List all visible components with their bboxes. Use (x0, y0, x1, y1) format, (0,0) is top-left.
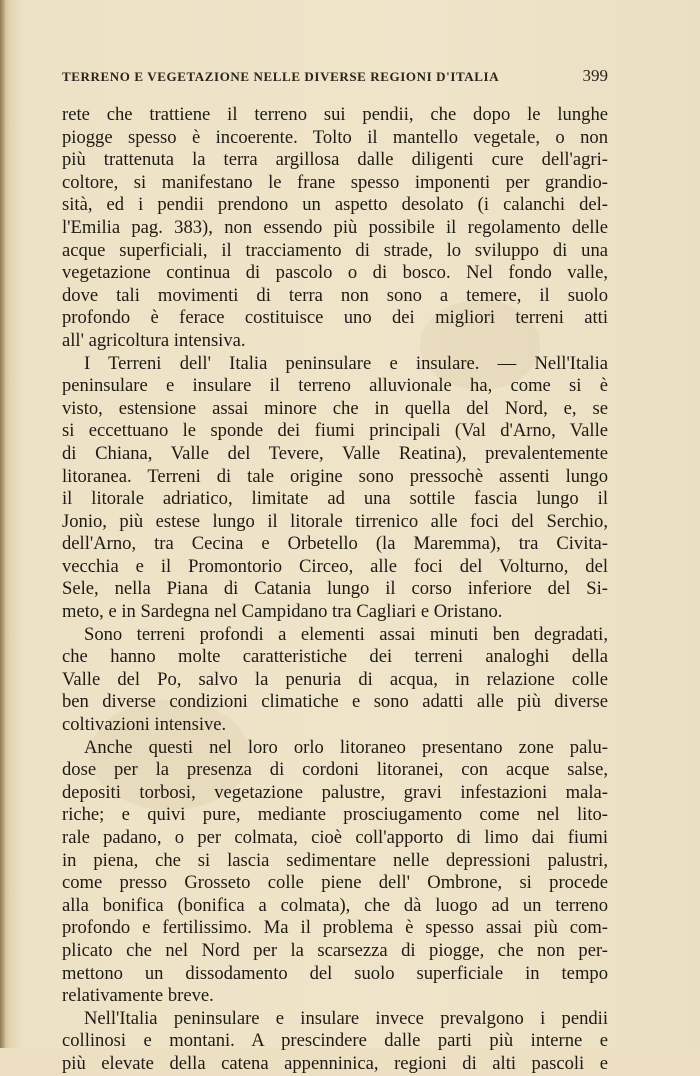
text-line: Anche questi nel loro orlo litoraneo presentano zone palu- (84, 736, 608, 758)
text-line: visto, estensione assai minore che in quella del Nord, e, se (62, 397, 608, 419)
text-line: Sele, nella Piana di Catania lungo il corso inferiore del Si- (62, 578, 608, 600)
section-heading-line: I Terreni dell' Italia peninsulare e insulare. — Nell'Italia (84, 352, 608, 374)
text-line: dove tali movimenti di terra non sono a temere, il suolo (62, 284, 608, 306)
text-line: riche; e quivi pure, mediante prosciugamento come nel lito- (62, 804, 608, 826)
text-line: in piena, che si lascia sedimentare nelle depressioni palustri, (62, 849, 608, 871)
page-header (62, 66, 608, 90)
text-line: rale padano, o per colmata, cioè coll'apporto di limo dai fiumi (62, 827, 608, 848)
text-line: piogge spesso è incoerente. Tolto il mantello vegetale, o non (62, 126, 608, 148)
text-line: ben diverse condizioni climatiche e sono adatti alle più diverse (62, 691, 608, 713)
text-line: depositi torbosi, vegetazione palustre, gravi infestazioni mala- (62, 781, 608, 803)
page-spine-shadow (0, 0, 6, 1048)
text-line: rete che trattiene il terreno sui pendii, che dopo le lunghe (62, 104, 608, 125)
text-line: vegetazione continua di pascolo o di bosco. Nel fondo valle, (62, 262, 608, 284)
text-line: che hanno molte caratteristiche dei terreni analoghi della (62, 646, 608, 668)
text-line: si eccettuano le sponde dei fiumi principali (Val d'Arno, Valle (62, 420, 608, 442)
text-line: all' agricoltura intensiva. (62, 329, 246, 351)
text-line: sità, ed i pendii prendono un aspetto desolato (i calanchi del- (62, 194, 608, 216)
text-line: più trattenuta la terra argillosa dalle diligenti cure dell'agri- (62, 149, 608, 171)
text-line: Nell'Italia peninsulare e insulare invece prevalgono i pendii (84, 1007, 608, 1029)
text-line: più elevate della catena appenninica, regioni di alti pascoli e (62, 1052, 608, 1074)
text-line: collinosi e montani. A prescindere dalle parti più interne e (62, 1030, 608, 1052)
text-line: dose per la presenza di cordoni litoranei, con acque salse, (62, 759, 608, 781)
text-line: Sono terreni profondi a elementi assai minuti ben degradati, (84, 623, 608, 645)
text-line: il litorale adriatico, limitate ad una sottile fascia lungo il (62, 488, 608, 510)
text-line: peninsulare e insulare il terreno alluvionale ha, come si è (62, 375, 608, 397)
text-line: come presso Grosseto colle piene dell' Ombrone, si procede (62, 872, 608, 894)
text-line: dell'Arno, tra Cecina e Orbetello (la Maremma), tra Civita- (62, 533, 608, 555)
text-line: acque superficiali, il tracciamento di strade, lo sviluppo di una (62, 239, 608, 261)
text-line: di Chiana, Valle del Tevere, Valle Reatina), prevalentemente (62, 442, 608, 464)
text-line: Valle del Po, salvo la penuria di acqua, in relazione colle (62, 668, 608, 690)
text-line: vecchia e il Promontorio Circeo, alle foci del Volturno, del (62, 555, 608, 577)
running-title: TERRENO E VEGETAZIONE NELLE DIVERSE REGIONI D'ITALIA (62, 69, 500, 84)
text-line: litoranea. Terreni di tale origine sono pressochè assenti lungo (62, 465, 608, 487)
text-line: alla bonifica (bonifica a colmata), che dà luogo ad un terreno (62, 894, 608, 916)
text-line: profondo è ferace costituisce uno dei migliori terreni atti (62, 307, 608, 329)
body-text (62, 104, 608, 1076)
page-number: 399 (582, 66, 608, 85)
text-line: Jonio, più estese lungo il litorale tirrenico alle foci del Serchio, (62, 510, 608, 532)
text-line: coltore, si manifestano le frane spesso imponenti per grandio- (62, 171, 608, 193)
text-line: meto, e in Sardegna nel Campidano tra Cagliari e Oristano. (62, 601, 503, 623)
text-line: mettono un dissodamento del suolo superficiale in tempo (62, 962, 608, 984)
text-line: l'Emilia pag. 383), non essendo più possibile il regolamento delle (62, 216, 608, 238)
text-line: coltivazioni intensive. (62, 714, 227, 736)
text-line: relativamente breve. (62, 985, 214, 1007)
text-line: plicato che nel Nord per la scarsezza di piogge, che non per- (62, 939, 608, 961)
text-line: profondo e fertilissimo. Ma il problema è spesso assai più com- (62, 917, 608, 939)
